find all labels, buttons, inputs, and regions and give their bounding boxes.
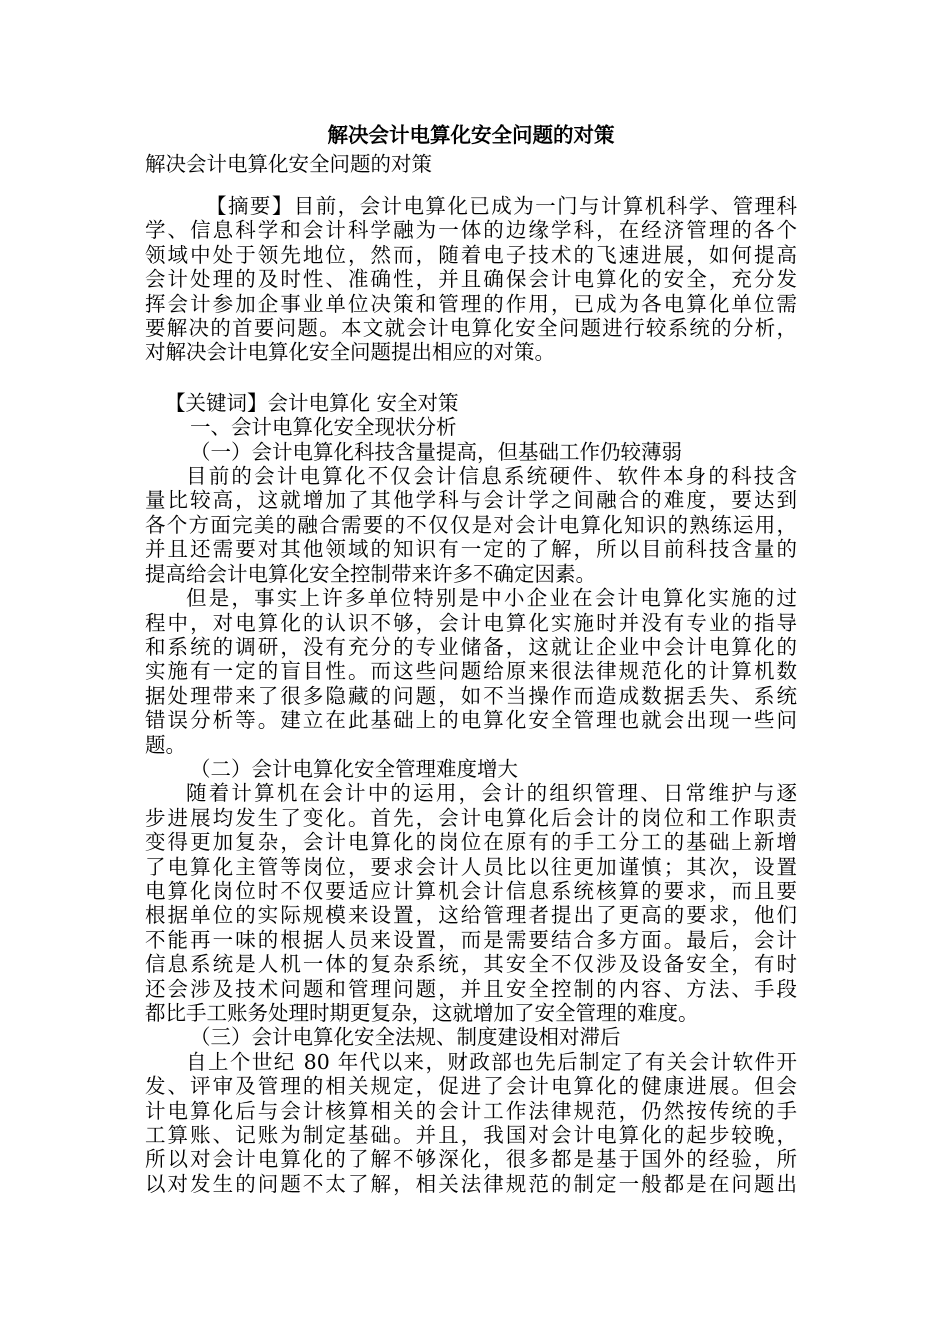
paragraph-line: 错误分析等。建立在此基础上的电算化安全管理也就会出现一些问 <box>145 708 797 733</box>
subsection-heading: （三）会计电算化安全法规、制度建设相对滞后 <box>190 1025 621 1050</box>
paragraph-line: 领域中处于领先地位，然而，随着电子技术的飞速进展，如何提高 <box>145 242 797 267</box>
paragraph-line: 要解决的首要问题。本文就会计电算化安全问题进行较系统的分析， <box>145 316 797 341</box>
section-heading: 一、会计电算化安全现状分析 <box>190 415 457 440</box>
paragraph-line: 但是，事实上许多单位特别是中小企业在会计电算化实施的过 <box>186 586 797 611</box>
paragraph-line: 提高给会计电算化安全控制带来许多不确定因素。 <box>145 561 596 586</box>
paragraph-line: 各个方面完美的融合需要的不仅仅是对会计电算化知识的熟练运用， <box>145 512 797 537</box>
paragraph-line: 电算化岗位时不仅要适应计算机会计信息系统核算的要求，而且要 <box>145 878 797 903</box>
paragraph-line: 所以对会计电算化的了解不够深化，很多都是基于国外的经验，所 <box>145 1147 797 1172</box>
subsection-heading: （一）会计电算化科技含量提高，但基础工作仍较薄弱 <box>190 439 682 464</box>
paragraph-line: 会计处理的及时性、准确性，并且确保会计电算化的安全，充分发 <box>145 267 797 292</box>
paragraph-line: 和系统的调研，没有充分的专业储备，这就让企业中会计电算化的 <box>145 634 797 659</box>
paragraph-line: 发、评审及管理的相关规定，促进了会计电算化的健康进展。但会 <box>145 1074 797 1099</box>
paragraph-line: 还会涉及技术问题和管理问题，并且安全控制的内容、方法、手段 <box>145 976 797 1001</box>
spacer <box>145 365 797 391</box>
spacer <box>145 176 797 194</box>
paragraph-line: 程中，对电算化的认识不够，会计电算化实施时并没有专业的指导 <box>145 610 797 635</box>
paragraph-line: 据处理带来了很多隐藏的问题，如不当操作而造成数据丢失、系统 <box>145 683 797 708</box>
document-page <box>145 118 797 1196</box>
body-paragraph <box>145 1050 797 1196</box>
paragraph-line: 计电算化后与会计核算相关的会计工作法律规范，仍然按传统的手 <box>145 1098 797 1123</box>
paragraph-line: 根据单位的实际规模来设置，这给管理者提出了更高的要求，他们 <box>145 903 797 928</box>
paragraph-line: 【摘要】目前，会计电算化已成为一门与计算机科学、管理科 <box>206 194 797 218</box>
paragraph-line: 信息系统是人机一体的复杂系统，其安全不仅涉及设备安全，有时 <box>145 952 797 977</box>
document-title: 解决会计电算化安全问题的对策 <box>327 123 615 147</box>
paragraph-line: 工算账、记账为制定基础。并且，我国对会计电算化的起步较晚， <box>145 1123 797 1148</box>
paragraph-line: 实施有一定的盲目性。而这些问题给原来很法律规范化的计算机数 <box>145 659 797 684</box>
subsection-heading: （二）会计电算化安全管理难度增大 <box>190 756 518 781</box>
paragraph-line: 并且还需要对其他领域的知识有一定的了解，所以目前科技含量的 <box>145 537 797 562</box>
body-paragraph <box>145 464 797 586</box>
body-paragraph <box>145 781 797 1025</box>
paragraph-line: 自上个世纪 80 年代以来，财政部也先后制定了有关会计软件开 <box>186 1049 797 1074</box>
body-paragraph <box>145 586 797 757</box>
paragraph-line: 都比手工账务处理时期更复杂，这就增加了安全管理的难度。 <box>145 1001 699 1025</box>
paragraph-line: 以对发生的问题不太了解，相关法律规范的制定一般都是在问题出 <box>145 1171 797 1196</box>
paragraph-line: 对解决会计电算化安全问题提出相应的对策。 <box>145 340 555 365</box>
paragraph-line: 题。 <box>145 732 186 757</box>
document-subtitle: 解决会计电算化安全问题的对策 <box>145 152 432 176</box>
paragraph-line: 变得更加复杂，会计电算化的岗位在原有的手工分工的基础上新增 <box>145 830 797 855</box>
paragraph-line: 目前的会计电算化不仅会计信息系统硬件、软件本身的科技含 <box>186 464 797 489</box>
keywords-line: 【关键词】会计电算化 安全对策 <box>165 390 459 415</box>
paragraph-line: 挥会计参加企事业单位决策和管理的作用，已成为各电算化单位需 <box>145 291 797 316</box>
paragraph-line: 随着计算机在会计中的运用，会计的组织管理、日常维护与逐 <box>186 781 797 806</box>
paragraph-line: 步进展均发生了变化。首先，会计电算化后会计的岗位和工作职责 <box>145 805 797 830</box>
paragraph-line: 了电算化主管等岗位，要求会计人员比以往更加谨慎；其次，设置 <box>145 854 797 879</box>
paragraph-line: 学、信息科学和会计科学融为一体的边缘学科，在经济管理的各个 <box>145 218 797 243</box>
paragraph-line: 量比较高，这就增加了其他学科与会计学之间融合的难度，要达到 <box>145 488 797 513</box>
abstract-paragraph <box>145 194 797 365</box>
paragraph-line: 不能再一味的根据人员来设置，而是需要结合多方面。最后，会计 <box>145 927 797 952</box>
